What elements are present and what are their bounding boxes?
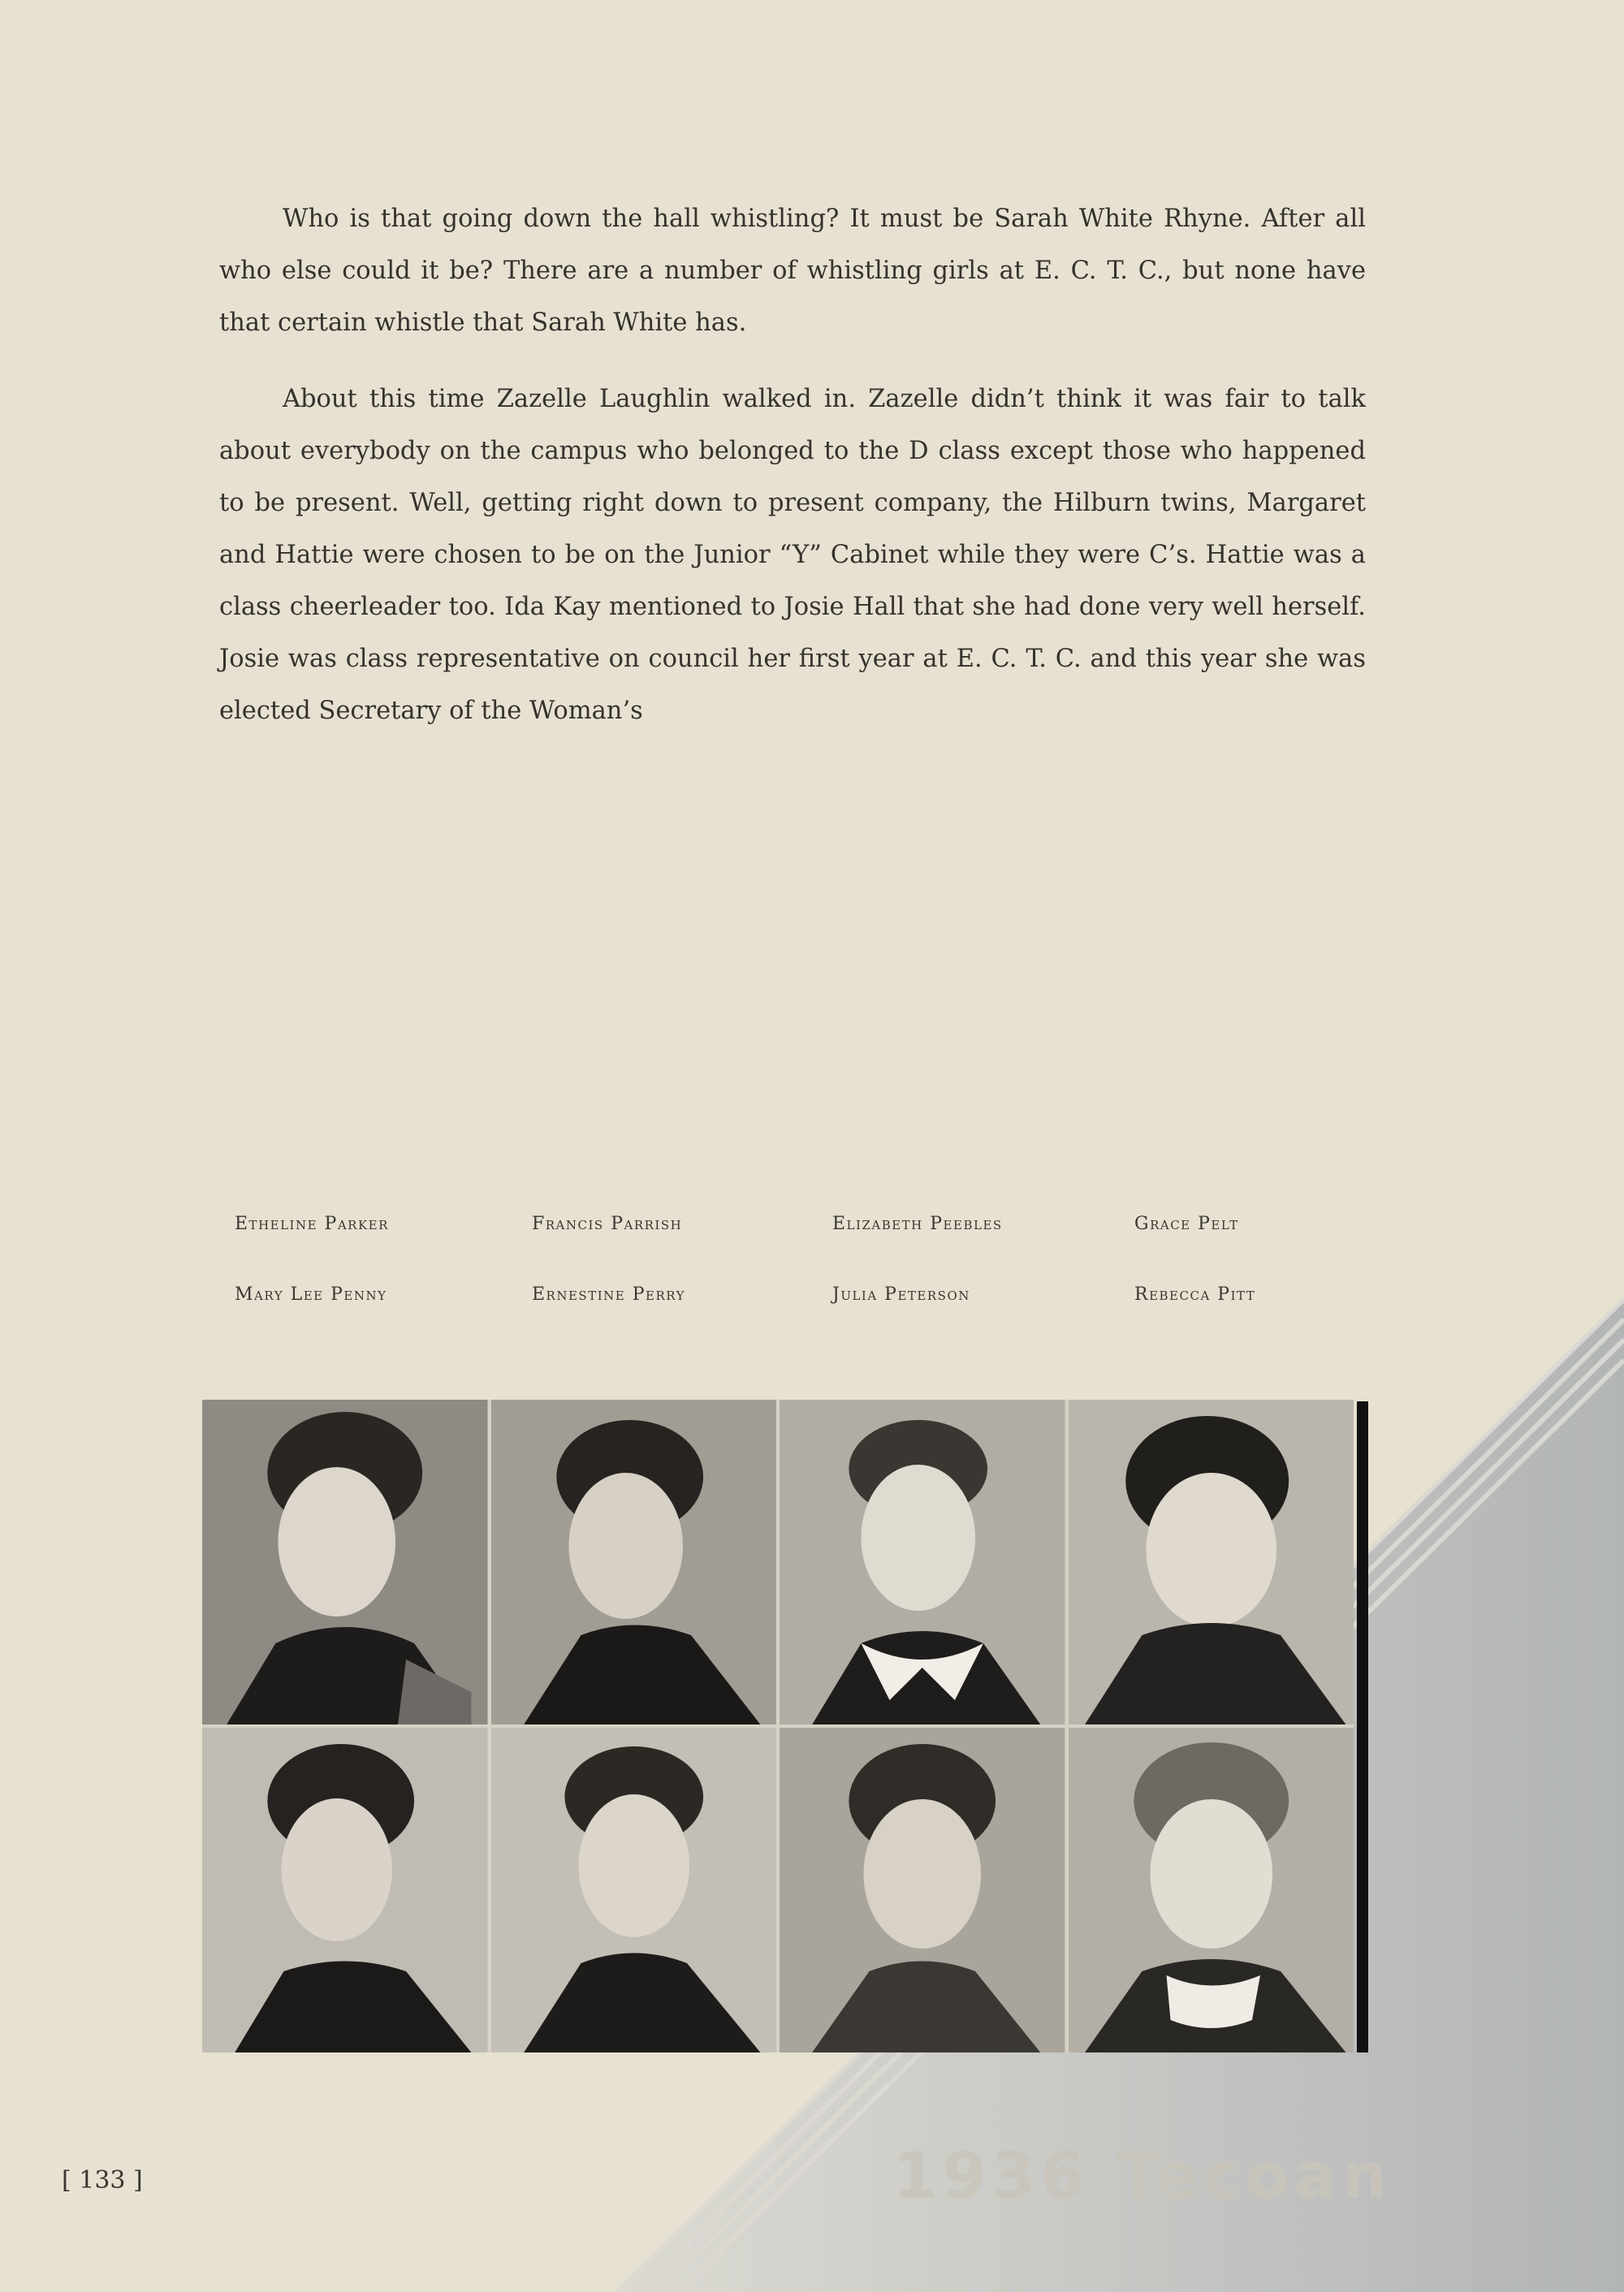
caption: Mary Lee Penny <box>235 1284 387 1305</box>
photo-border-strip <box>1357 1401 1368 2052</box>
caption: Julia Peterson <box>832 1284 970 1305</box>
caption: Ernestine Perry <box>532 1284 685 1305</box>
caption: Francis Parrish <box>532 1214 683 1234</box>
caption: Rebecca Pitt <box>1134 1284 1256 1305</box>
portrait-grid <box>202 1400 1354 2052</box>
body-text <box>219 193 1366 762</box>
caption: Elizabeth Peebles <box>832 1214 1003 1234</box>
page-number: [ 133 ] <box>62 2166 143 2195</box>
portrait-photo <box>1069 1728 1354 2052</box>
paragraph-2: About this time Zazelle Laughlin walked in. Zazelle didn’t think it was fair to talk about everybody on the campus who belonged to the D class except those who happened to be present. Well, getting right down to present company, the Hilburn twins, Margaret and Hattie were chosen to be on the Junior “Y” Cabinet while they were C’s. Hattie was a class cheerleader too. Ida Kay mentioned to Josie Hall that she had done very well herself. Josie was class representative on council her first year at E. C. T. C. and this year she was elected Secretary of the Woman’s <box>219 385 1366 725</box>
portrait-photo <box>780 1400 1065 1724</box>
portrait-photo <box>780 1728 1065 2052</box>
caption: Grace Pelt <box>1134 1214 1239 1234</box>
portrait-photo <box>1069 1400 1354 1724</box>
portrait-photo <box>202 1728 488 2052</box>
paragraph-1: Who is that going down the hall whistling? It must be Sarah White Rhyne. After all who else could it be? There are a number of whistling girls at E. C. T. C., but none have that certain whistle that Sarah White has. <box>219 205 1366 337</box>
name-captions <box>235 1214 1371 1305</box>
portrait-photo <box>491 1728 777 2052</box>
caption: Etheline Parker <box>235 1214 389 1234</box>
portrait-photo <box>202 1400 488 1724</box>
portrait-photo <box>491 1400 777 1724</box>
yearbook-logo: 1936 Tecoan <box>893 2140 1392 2213</box>
